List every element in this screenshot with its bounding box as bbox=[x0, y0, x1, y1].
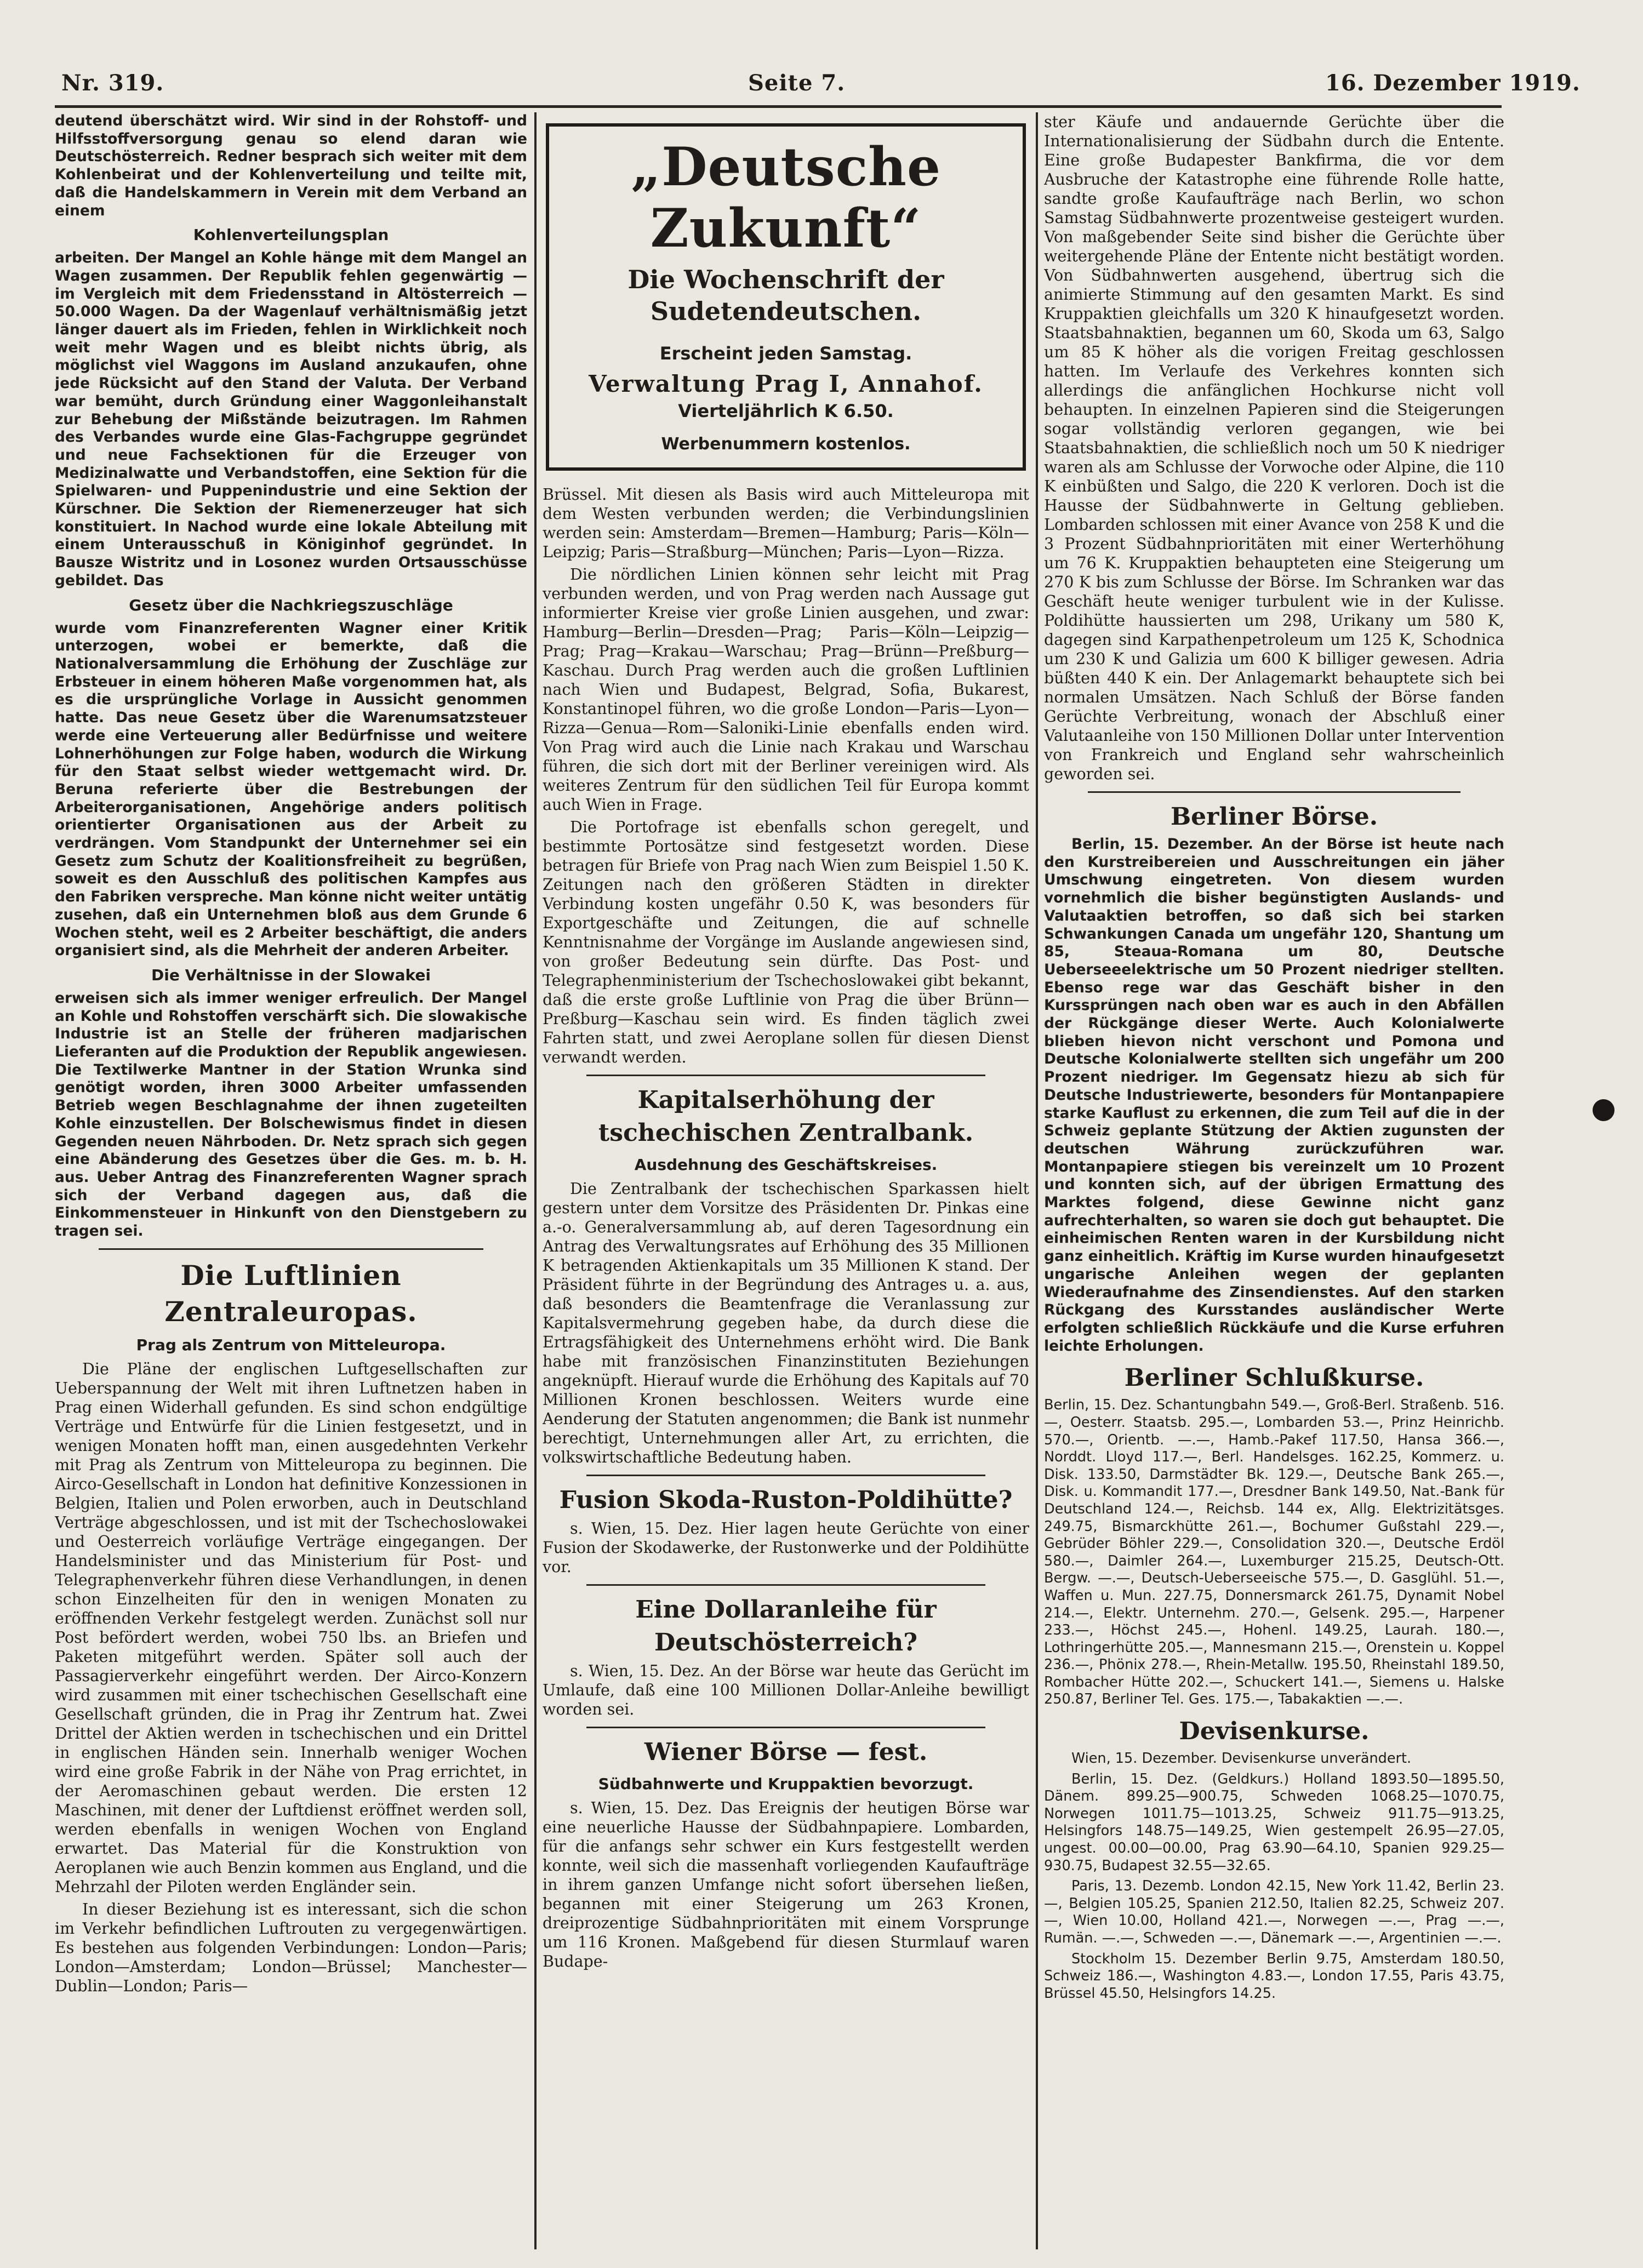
currency-quotes: Paris, 13. Dezemb. London 42.15, New York 11.42, Berlin 23.—, Belgien 105.25, Spanien 212.50, Italien 82.25, Schweiz 207.—, Wien 10.00, Holland 421.—, Norwegen —.—, Prag —.—, Rumän. —.—, Schweden —.—, Dänemark —.—, Argentinien —.—. bbox=[1044, 1878, 1504, 1947]
subheading: Kohlenverteilungsplan bbox=[193, 226, 389, 244]
article-headline: Eine Dollaranleihe für Deutschösterreich? bbox=[635, 1596, 937, 1656]
article-paragraph: arbeiten. Der Mangel an Kohle hänge mit dem Mangel an Wagen zusammen. Der Republik fehlen gegenwärtig — im Vergleich mit dem Friedensstand in Altösterreich — 50.000 Wagen. Da der Wagenlauf verhältnismäßig jetzt länger dauert als im Frieden, fehlen in Wirklichkeit noch weit mehr Wagen und es bleibt nichts übrig, als möglichst viel Waggons im Ausland anzukaufen, ohne jede Rücksicht auf den Stand der Valuta. Der Verband war bemüht, durch Gründung einer Waggonleihanstalt zur Behebung der Mißstände beizutragen. Im Rahmen des Verbandes wurde eine Glas-Fachgruppe gegründet und neue Fachsektionen für die Erzeuger von Medizinalwatte und Verbandstoffen, eine Sektion für die Spielwaren- und Puppenindustrie und eine Sektion der Kürschner. Die Sektion der Riemenerzeuger hat sich konstituiert. In Nachod wurde eine lokale Abteilung mit einem Unterausschuß in Königinhof gegründet. In Bausze Wistritz und in Losonez wurden Ortsausschüsse gebildet. Das bbox=[55, 249, 527, 589]
stock-quotes: Berlin, 15. Dez. Schantungbahn 549.—, Groß-Berl. Straßenb. 516.—, Oesterr. Staatsb. 295.—, Lombarden 53.—, Prinz Heinrichb. 570.—, Orientb. —.—, Hamb.-Pakef 117.50, Hansa 366.—, Norddt. Lloyd 117.—, Berl. Handelsges. 162.25, Kommerz. u. Disk. 133.50, Darmstädter Bk. 129.—, Deutsche Bank 265.—, Disk. u. Kommandit 177.—, Dresdner Bank 149.50, Nat.-Bank für Deutschland 124.—, Reichsb. 144 ex, Allg. Elektrizitätsges. 249.75, Bismarckhütte 261.—, Bochumer Gußstahl 229.—, Gebrüder Böhler 229.—, Consolidation 320.—, Deutsche Erdöl 580.—, Daimler 264.—, Luxemburger 215.25, Deutsch-Ott. Bergw. —.—, Deutsch-Ueberseeische 575.—, D. Gasglühl. 51.—, Waffen u. Mun. 227.75, Donnersmarck 261.75, Dynamit Nobel 214.—, Elektr. Unternehm. 270.—, Gelsenk. 295.—, Harpener 233.—, Höchst 245.—, Hohenl. 149.25, Laurah. 180.—, Lothringerhütte 205.—, Mannesmann 215.—, Orenstein u. Koppel 236.—, Phönix 278.—, Rhein-Metallw. 195.50, Rheinstahl 189.50, Rombacher Hütte 202.—, Schuckert 141.—, Siemens u. Halske 250.87, Berliner Tel. Ges. 175.—, Tabakaktien —.—. bbox=[1044, 1397, 1504, 1708]
currency-quotes: Wien, 15. Dezember. Devisenkurse unverändert. bbox=[1071, 1750, 1412, 1767]
article-paragraph: deutend überschätzt wird. Wir sind in der Rohstoff- und Hilfsstoffversorgung genau so elend daran wie Deutschösterreich. Redner besprach sich weiter mit dem Kohlenbeirat und der Kohlenverteilung und teilte mit, daß die Handelskammern in Verein mit dem Verband an einem bbox=[55, 112, 527, 219]
article-headline: Fusion Skoda-Ruston-Poldihütte? bbox=[559, 1486, 1013, 1514]
article-paragraph: erweisen sich als immer weniger erfreulich. Der Mangel an Kohle und Rohstoffen verschärft sich. Die slowakische Industrie ist an Stelle der früheren madjarischen Lieferanten auf die Produktion der Republik angewiesen. Die Textilwerke Mantner in der Station Wrunka sind genötigt worden, ihren 3000 Arbeiter umfassenden Betrieb wegen Beschlagnahme der ihnen zugeteilten Kohle einzustellen. Der Bolschewismus findet in diesen Gegenden neuen Nährboden. Dr. Netz sprach sich gegen eine Abänderung des Gesetzes über die Ges. m. b. H. aus. Ueber Antrag des Finanzreferenten Wagner sprach sich der Verband dagegen aus, daß die Einkommensteuer in Hinkunft von den Dienstgebern zu tragen sei. bbox=[55, 989, 527, 1240]
article-paragraph: s. Wien, 15. Dez. Das Ereignis der heutigen Börse war eine neuerliche Hausse der Südbahnpapiere. Lombarden, für die anfangs sehr schwer ein Kurs festgestellt werden konnte, weil sich die massenhaft vorliegenden Kaufaufträge in ihrem ganzen Umfange nicht sofort übersehen ließen, begannen mit einer Steigerung um 263 Kronen, dreiprozentige Südbahnprioritäten mit einem Vorsprunge um 116 Kronen. Maßgebend für diesen Sturmlauf waren Budape- bbox=[543, 1799, 1029, 1970]
article-paragraph: s. Wien, 15. Dez. Hier lagen heute Gerüchte von einer Fusion der Skodawerke, der Rustonwerke und der Poldihütte vor. bbox=[543, 1519, 1029, 1576]
ad-text: Vierteljährlich K 6.50. bbox=[678, 401, 894, 421]
article-paragraph: Die Zentralbank der tschechischen Sparkassen hielt gestern unter dem Vorsitze des Präsidenten Dr. Pinkas eine a.-o. Generalversammlung ab, auf deren Tagesordnung ein Antrag des Verwaltungsrates auf Erhöhung des 35 Millionen K betragenden Aktienkapitals um 35 Millionen K stand. Der Präsident führte in der Begründung des Antrages u. a. aus, daß besonders die Beamtenfrage die Veranlassung zur Kapitalsvermehrung gegeben habe, da durch diese die Ertragsfähigkeit des Unternehmens erhöht wird. Die Bank habe mit französischen Finanzinstituten Beziehungen angeknüpft. Hierauf wurde die Erhöhung des Kapitals auf 70 Millionen Kronen beschlossen. Weiters wurde eine Aenderung der Statuten angenommen; die Bank ist nunmehr berechtigt, Unternehmungen aller Art, zu errichten, die volkswirtschaftliche Bedeutung haben. bbox=[543, 1180, 1029, 1466]
currency-quotes: Berlin, 15. Dez. (Geldkurs.) Holland 1893.50—1895.50, Dänem. 899.25—900.75, Schweden 1068.25—1070.75, Norwegen 1011.75—1013.25, Schweiz 911.75—913.25, Helsingfors 148.75—149.25, Wien gestempelt 26.95—27.05, ungest. 00.00—00.00, Prag 63.90—64.10, Spanien 929.25—930.75, Budapest 32.55—32.65. bbox=[1044, 1770, 1504, 1874]
header-rule bbox=[55, 105, 1502, 108]
article-paragraph: Die nördlichen Linien können sehr leicht mit Prag verbunden werden, und von Prag werden nach Aussage gut informierter Kreise vier große Linien ausgehen, und zwar: Hamburg—Berlin—Dresden—Prag; Paris—Köln—Leipzig—Prag; Prag—Krakau—Warschau; Prag—Brünn—Preßburg—Kaschau. Durch Prag werden auch die großen Luftlinien nach Wien und Budapest, Belgrad, Sofia, Bukarest, Konstantinopel führen, wo die große London—Paris—Lyon—Rizza—Genua—Rom—Saloniki-Linie ebenfalls enden wird. Von Prag wird auch die Linie nach Krakau und Warschau führen, die sich dort mit der Berliner vereinigen wird. Als weiteres Zentrum für den südlichen Teil für Europa kommt auch Wien in Frage. bbox=[543, 565, 1029, 814]
ad-text: Werbenummern kostenlos. bbox=[661, 435, 911, 454]
issue-date: 16. Dezember 1919. bbox=[1325, 70, 1581, 96]
article-subheadline: Prag als Zentrum von Mitteleuropa. bbox=[136, 1335, 446, 1354]
article-paragraph: ster Käufe und andauernde Gerüchte über die Internationalisierung der Südbahn durch die Entente. Eine große Budapester Bankfirma, die vor dem Ausbruche der Katastrophe eine führende Rolle hatte, sandte große Kaufaufträge nach Berlin, wo schon Samstag Südbahnwerte prozentweise gesteigert wurden. Von maßgebender Seite sind bisher die Gerüchte über weitergehende Pläne der Entente nicht bestätigt worden. Von Südbahnwerten ausgehend, übertrug sich die animierte Stimmung auf den gesamten Markt. Es sind Kruppaktien gleichfalls um 320 K hinaufgesetzt worden. Staatsbahnaktien, begannen um 60, Skoda um 63, Salgo um 85 K höher als die vorigen Freitag geschlossen hatten. Im Verlaufe des Verkehres konnten sich allerdings die anfänglichen Hochkurse nicht voll behaupten. In einzelnen Papieren sind die Steigerungen sogar vollständig verloren gegangen, wie bei Staatsbahnaktien, die schließlich noch um 50 K niedriger waren als am Schlusse der Vorwoche oder Alpine, die 110 K einbüßten und Salgo, die 220 K verloren. Doch ist die Hausse der Südbahnwerte in Geltung geblieben. Lombarden schlossen mit einer Avance von 258 K und die 3 Prozent Südbahnprioritäten mit einer Werterhöhung um 76 K. Kruppaktien behaupteten eine Steigerung um 270 K bis zum Schlusse der Börse. Im Schranken war das Geschäft heute weniger turbulent wie in der Kulisse. Poldihütte haussierten um 298, Urikany um 580 K, dagegen sind Karpathenpetroleum um 125 K, Schodnica um 230 K und Galizia um 600 K billiger gewesen. Adria büßten 440 K ein. Der Anlagemarkt behauptete sich bei normalen Umsätzen. Nach Schluß der Börse fanden Gerüchte Verbreitung, wonach der Abschluß einer Valutaanleihe von 150 Millionen Dollar unter Intervention von Frankreich und England sehr wahrscheinlich geworden sei. bbox=[1044, 113, 1504, 783]
article-paragraph: Brüssel. Mit diesen als Basis wird auch Mitteleuropa mit dem Westen verbunden werden; die Verbindungslinien werden sein: Amsterdam—Bremen—Hamburg; Paris—Köln—Leipzig; Paris—Straßburg—München; Paris—Lyon—Rizza. bbox=[543, 485, 1029, 561]
issue-number: Nr. 319. bbox=[61, 70, 164, 96]
article-headline: Wiener Börse — fest. bbox=[644, 1738, 928, 1766]
column-1 bbox=[55, 112, 527, 2260]
article-separator bbox=[586, 1075, 985, 1076]
column-2 bbox=[543, 112, 1029, 2260]
subheading: Die Verhältnisse in der Slowakei bbox=[151, 966, 431, 984]
article-separator bbox=[99, 1248, 483, 1250]
article-subheadline: Südbahnwerte und Kruppaktien bevorzugt. bbox=[598, 1775, 974, 1793]
advertisement-box bbox=[546, 123, 1026, 471]
article-paragraph: In dieser Beziehung ist es interessant, sich die schon im Verkehr befindlichen Luftrouten zu vergegenwärtigen. Es bestehen aus folgenden Verbindungen: London—Paris; London—Amsterdam; London—Brüssel; Manchester—Dublin—London; Paris— bbox=[55, 1900, 527, 1995]
article-paragraph: s. Wien, 15. Dez. An der Börse war heute das Gerücht im Umlaufe, daß eine 100 Millionen Dollar-Anleihe bewilligt worden sei. bbox=[543, 1662, 1029, 1718]
article-headline: Die Luftlinien Zentraleuropas. bbox=[164, 1259, 418, 1328]
article-separator bbox=[1088, 791, 1461, 793]
column-rule-left bbox=[534, 112, 537, 2249]
article-headline: Devisenkurse. bbox=[1179, 1717, 1370, 1746]
article-paragraph: Berlin, 15. Dezember. An der Börse ist heute nach den Kurstreibereien und Ausschreitungen ein jäher Umschwung eingetreten. Von diesem wurden vornehmlich die bisher begünstigten Auslands- und Valutaaktien betroffen, so daß sich bei starken Schwankungen Canada um ungefähr 120, Shantung um 85, Steaua-Romana um 80, Deutsche Ueberseeelektrische um 50 Prozent niedriger stellten. Ebenso rege war das Geschäft bisher in den Kurssprüngen nach oben war es auch in den Abfällen der Rückgänge dieser Werte. Auch Kolonialwerte blieben hievon nicht verschont und Pomona und Deutsche Kolonialwerte stellten sich ungefähr um 200 Prozent niedriger. Im Gegensatz hiezu ab sich für Deutsche Industriewerte, besonders für Montanpapiere starke Kauflust zu erkennen, die zum Teil auf die in der Schweiz geplante Stützung der Aktien zugunsten der deutschen Währung zurückzuführen war. Montanpapiere stiegen bis vereinzelt um 10 Prozent und konnten sich, auf der übrigen Ermattung des Marktes folgend, diese Gewinne nicht ganz aufrechterhalten, so waren sie doch gut behauptet. Die einheimischen Renten waren in der Kursbildung nicht ganz einheitlich. Kräftig im Kurse wurden hinaufgesetzt ungarische Anleihen wegen der geplanten Wiederaufnahme des Zinsendienstes. Auf den starken Rückgang des Kursstandes ausländischer Werte erfolgten schließlich Rückkäufe und die Kurse erfuhren leichte Erholungen. bbox=[1044, 836, 1504, 1355]
ad-title: „Deutsche Zukunft“ bbox=[630, 136, 942, 259]
article-headline: Berliner Börse. bbox=[1170, 803, 1378, 831]
ad-text: Verwaltung Prag I, Annahof. bbox=[589, 370, 983, 397]
binder-hole-mark bbox=[1593, 1099, 1615, 1121]
article-paragraph: Die Pläne der englischen Luftgesellschaften zur Ueberspannung der Welt mit ihren Luftnetzen haben in Prag einen Widerhall gefunden. Es sind schon endgültige Verträge und Entwürfe für die Linien festgesetzt, und in wenigen Monaten hofft man, einen ausgedehnten Verkehr mit Prag als Zentrum von Mitteleuropa zu beginnen. Die Airco-Gesellschaft in London hat definitive Konzessionen in Belgien, Italien und Polen erworben, auch in Deutschland Verträge abgeschlossen, und ist mit der Tschechoslowakei und Oesterreich vorläufige Verträge eingegangen. Der Handelsminister und das Ministerium für Post- und Telegraphenverkehr führen diese Verhandlungen, in denen schon Einzelheiten für den in wenigen Monaten zu eröffnenden Verkehr festgelegt werden. Zunächst soll nur Post befördert werden, wobei 750 lbs. an Briefen und Paketen mitgeführt werden. Später soll auch der Passagierverkehr eingeführt werden. Der Airco-Konzern wird zusammen mit einer tschechischen Gesellschaft eine Gesellschaft gründen, die in Prag ihr Zentrum hat. Zwei Drittel der Aktien werden in tschechischen und ein Drittel in englischen Händen sein. Innerhalb weniger Wochen wird eine große Fabrik in der Nähe von Prag errichtet, in der Aeromaschinen gebaut werden. Die ersten 12 Maschinen, mit dener der Luftdienst eröffnet werden soll, werden ebenfalls in wenigen Wochen von England erwartet. Das Material für die Konstruktion von Aeroplanen wie auch Benzin kommen aus England, und die Mehrzahl der Piloten werden Engländer sein. bbox=[55, 1359, 527, 1896]
article-separator bbox=[586, 1475, 985, 1476]
article-subheadline: Ausdehnung des Geschäftskreises. bbox=[634, 1156, 938, 1174]
currency-quotes: Stockholm 15. Dezember Berlin 9.75, Amsterdam 180.50, Schweiz 186.—, Washington 4.83.—, London 17.55, Paris 43.75, Brüssel 45.50, Helsingfors 14.25. bbox=[1044, 1950, 1504, 2002]
ad-subtitle: Die Wochenschrift der Sudetendeutschen. bbox=[627, 265, 944, 326]
column-3 bbox=[1044, 112, 1504, 2260]
article-separator bbox=[586, 1727, 985, 1728]
article-paragraph: wurde vom Finanzreferenten Wagner einer Kritik unterzogen, wobei er bemerkte, daß die Nationalversammlung die Erhöhung der Zuschläge zur Erbsteuer in einem höheren Maße vorgenommen hat, als es die ursprüngliche Vorlage in Aussicht genommen hatte. Das neue Gesetz über die Warenumsatzsteuer werde eine Verteuerung aller Bedürfnisse und weitere Lohnerhöhungen zur Folge haben, wodurch die Wirkung für den Staat selbst wieder wettgemacht wird. Dr. Beruna referierte über die Bestrebungen der Arbeiterorganisationen, Angehörige anders politisch orientierter Organisationen aus der Arbeit zu verdrängen. Vom Standpunkt der Unternehmer sei ein Gesetz zum Schutz der Koalitionsfreiheit zu begrüßen, soweit es den Ausschluß des politischen Kampfes aus den Fabriken verspreche. Man könne nicht weiter untätig zusehen, daß ein Unternehmen bloß aus dem Grunde 6 Wochen steht, weil es 2 Arbeiter beschäftigt, die anders organisiert sind, als die Mehrheit der anderen Arbeiter. bbox=[55, 619, 527, 959]
ad-text: Erscheint jeden Samstag. bbox=[659, 343, 912, 364]
column-rule-right bbox=[1036, 112, 1038, 2249]
article-headline: Kapitalserhöhung der tschechischen Zentralbank. bbox=[598, 1086, 974, 1147]
article-separator bbox=[586, 1584, 985, 1586]
page-number: Seite 7. bbox=[748, 70, 846, 96]
article-headline: Berliner Schlußkurse. bbox=[1124, 1364, 1424, 1392]
article-paragraph: Die Portofrage ist ebenfalls schon geregelt, und bestimmte Portosätze sind festgesetzt worden. Diese betragen für Briefe von Prag nach Wien zum Beispiel 1.50 K. Zeitungen nach den größeren Städten in direkter Verbindung kosten ungefähr 0.50 K, was besonders für Exportgeschäfte und Zeitungen, die auf schnelle Kenntnisnahme der Vorgänge im Auslande angewiesen sind, von großer Bedeutung sein dürfte. Das Post- und Telegraphenministerium der Tschechoslowakei gibt bekannt, daß die erste große Luftlinie von Prag die über Brünn—Preßburg—Kaschau sein wird. Es finden täglich zwei Fahrten statt, und zwei Aeroplane sollen für diesen Dienst verwandt werden. bbox=[543, 818, 1029, 1066]
subheading: Gesetz über die Nachkriegszuschläge bbox=[129, 596, 453, 614]
